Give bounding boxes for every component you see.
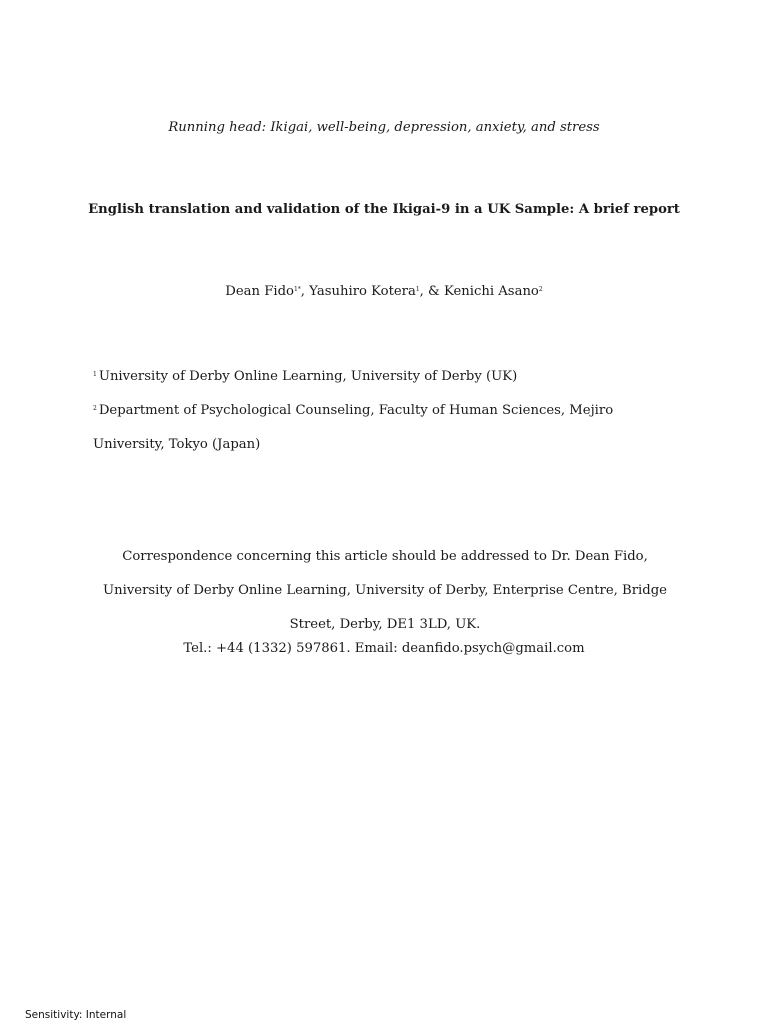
- author-name: Dean Fido: [225, 284, 294, 299]
- author-name: , & Kenichi Asano: [419, 284, 539, 299]
- affiliation-1: [93, 358, 673, 394]
- affiliation-marker: 1: [93, 371, 97, 378]
- correspondence-note: Correspondence concerning this article should be addressed to Dr. Dean Fido, University of Derby Online Learning, University of Derby, Enterprise Centre, Bridge Street, Derby, DE1 3LD, UK.: [103, 549, 667, 632]
- author-superscript: 2: [538, 286, 543, 293]
- affiliation-text: University of Derby Online Learning, University of Derby (UK): [98, 369, 518, 384]
- author-superscript: 1*: [293, 286, 301, 293]
- author-name: , Yasuhiro Kotera: [300, 284, 416, 299]
- affiliation-marker: 2: [93, 405, 97, 412]
- author-list: [0, 284, 768, 299]
- affiliation-2: [93, 392, 673, 462]
- sensitivity-label: Sensitivity: Internal: [25, 1009, 127, 1021]
- affiliation-text: Department of Psychological Counseling, Faculty of Human Sciences, Mejiro University, Tokyo (Japan): [93, 403, 614, 452]
- contact-details: Tel.: +44 (1332) 597861. Email: deanfido.psych@gmail.com: [183, 641, 585, 656]
- running-head: Running head: Ikigai, well-being, depression, anxiety, and stress: [168, 120, 600, 135]
- author-superscript: 1: [415, 286, 420, 293]
- paper-title: English translation and validation of the Ikigai-9 in a UK Sample: A brief report: [88, 202, 680, 217]
